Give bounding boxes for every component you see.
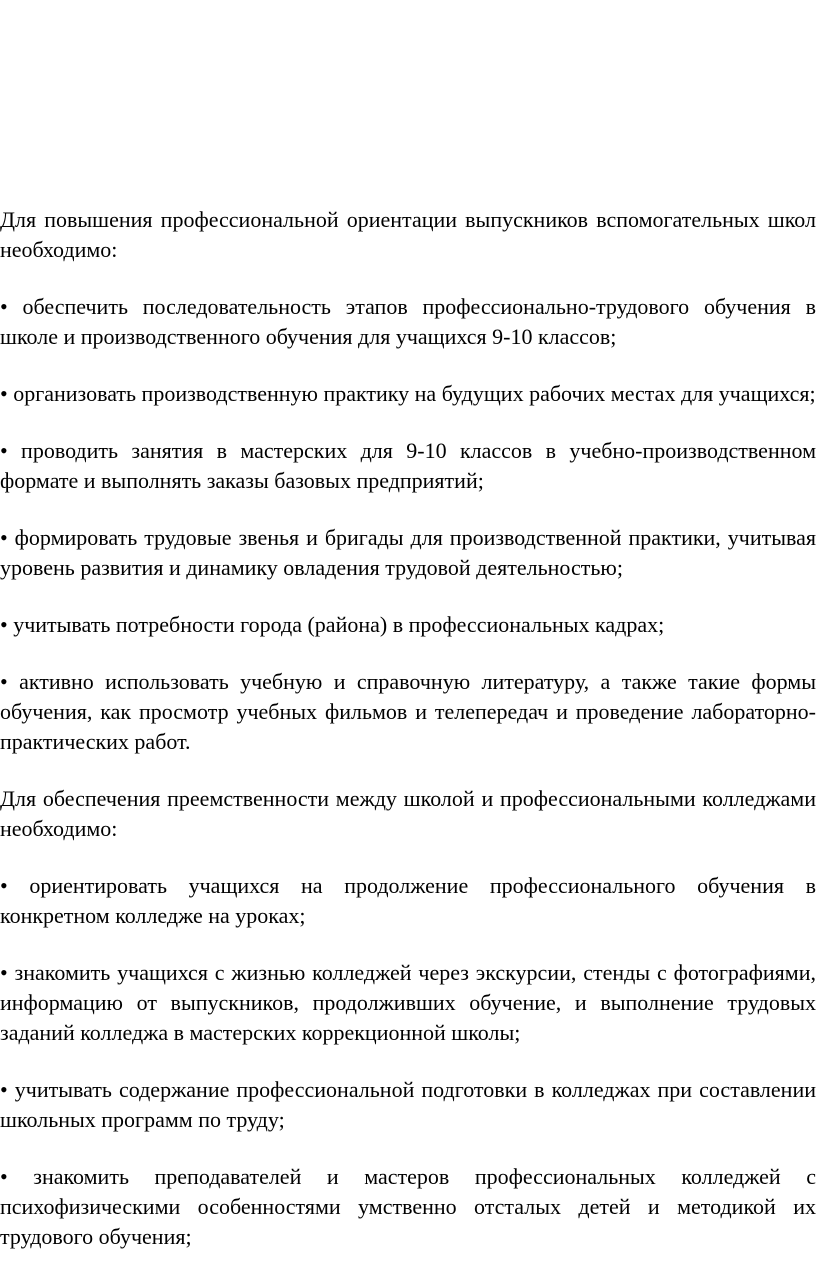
section-one-intro: Для повышения профессиональной ориентации выпускников вспомогательных школ необходимо: [0, 207, 816, 262]
document-body [0, 205, 816, 1279]
list-item: • формировать трудовые звенья и бригады для производственной практики, учитывая уровень развития и динамику овладения трудовой деятельностью; [0, 525, 816, 580]
list-item: • организовать производственную практику на будущих рабочих местах для учащихся; [0, 381, 816, 406]
list-item: • обеспечить последовательность этапов профессионально-трудового обучения в школе и производственного обучения для учащихся 9-10 классов; [0, 294, 816, 349]
list-item: • учитывать содержание профессиональной подготовки в колледжах при составлении школьных программ по труду; [0, 1077, 816, 1132]
list-item: • активно использовать учебную и справочную литературу, а также такие формы обучения, как просмотр учебных фильмов и телепередач и проведение лабораторно-практических работ. [0, 669, 816, 754]
list-item: • ориентировать учащихся на продолжение профессионального обучения в конкретном колледже на уроках; [0, 873, 816, 928]
list-item: • знакомить преподавателей и мастеров профессиональных колледжей с психофизическими особенностями умственно отсталых детей и методикой их трудового обучения; [0, 1164, 816, 1249]
list-item: • знакомить учащихся с жизнью колледжей через экскурсии, стенды с фотографиями, информацию от выпускников, продолживших обучение, и выполнение трудовых заданий колледжа в мастерских коррекционной школы; [0, 960, 816, 1045]
section-two-intro: Для обеспечения преемственности между школой и профессиональными колледжами необходимо: [0, 786, 816, 841]
list-item: • проводить занятия в мастерских для 9-10 классов в учебно-производственном формате и выполнять заказы базовых предприятий; [0, 438, 816, 493]
list-item: • учитывать потребности города (района) в профессиональных кадрах; [0, 612, 665, 637]
